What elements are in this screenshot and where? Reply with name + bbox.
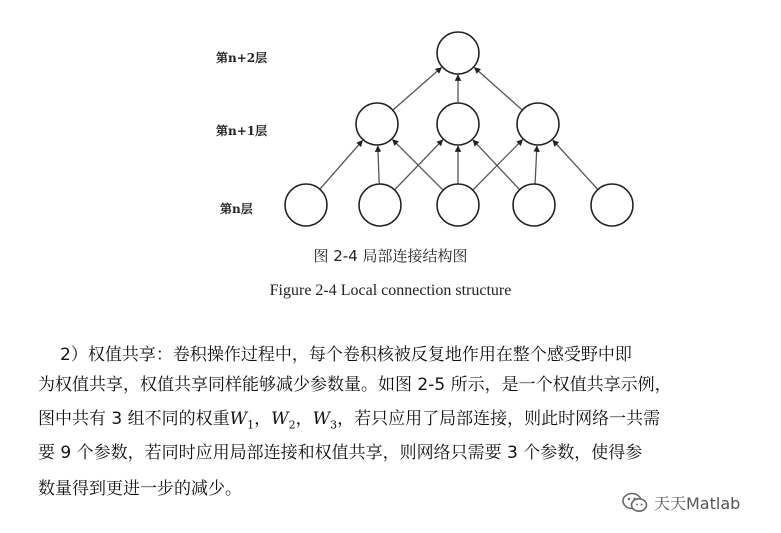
connection-edge (378, 146, 379, 184)
neuron-node-layer-n (359, 184, 401, 226)
neuron-node-layer-n-plus-1 (437, 103, 479, 145)
connection-edge (320, 141, 363, 190)
connection-edge (535, 146, 537, 184)
local-connection-diagram (0, 0, 781, 245)
wechat-icon (622, 492, 648, 514)
weight-w1: $W_1$ (229, 409, 255, 432)
neuron-node-layer-n (591, 184, 633, 226)
neuron-node-layer-n-plus-1 (517, 103, 559, 145)
neuron-node-layer-n (285, 184, 327, 226)
weight-w3: $W_3$ (312, 409, 338, 432)
weight-w2: $W_2$ (271, 409, 296, 432)
paragraph-line-3: 图中共有 3 组不同的权重$W_1$，$W_2$，$W_3$，若只应用了局部连接，则此时网络一共需 (38, 409, 661, 432)
paragraph-line-4: 要 9 个参数，若同时应用局部连接和权值共享，则网络只需要 3 个参数，使得参 (38, 443, 643, 463)
watermark (622, 491, 740, 514)
paragraph-line-5: 数量得到更进一步的减少。 (38, 479, 242, 499)
connection-edge (474, 68, 522, 110)
figure-caption-english: Figure 2-4 Local connection structure (269, 282, 512, 299)
neuron-node-layer-n-plus-2 (437, 32, 479, 74)
paragraph-line-1: 2）权值共享：卷积操作过程中，每个卷积核被反复地作用在整个感受野中即 (60, 345, 632, 365)
paragraph-line-2: 为权值共享，权值共享同样能够减少参数量。如图 2-5 所示，是一个权值共享示例， (38, 375, 672, 395)
layer-label-n-plus-1: 第n+1层 (216, 124, 268, 138)
layer-label-n: 第n层 (220, 202, 253, 216)
connection-edge (553, 140, 598, 189)
connection-edge (393, 68, 442, 111)
neuron-node-layer-n-plus-1 (356, 103, 398, 145)
figure-caption-chinese: 图 2-4 局部连接结构图 (313, 247, 468, 265)
neuron-node-layer-n (513, 184, 555, 226)
watermark-text: 天天Matlab (654, 494, 741, 513)
neuron-node-layer-n (437, 184, 479, 226)
layer-label-n-plus-2: 第n+2层 (216, 51, 268, 65)
